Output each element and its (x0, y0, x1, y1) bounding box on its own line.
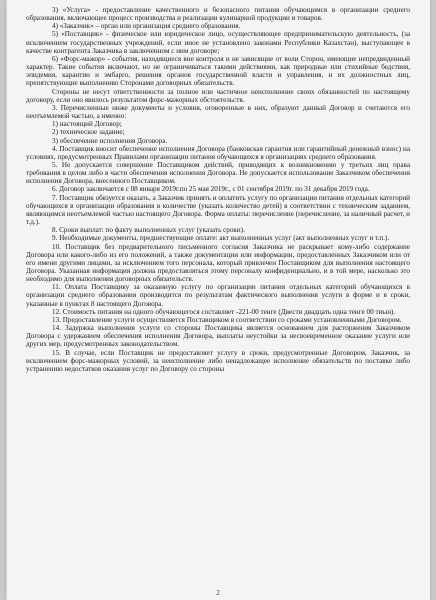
clause-10-confidentiality: 10. Поставщик без предварительного письменного согласия Заказчика не раскрывает кому-либо содержание Договора или какого-либо из его положений, а также документации или информации, предоставленных Заказчиком или от его имени другими лицами, за исключением того персонала, который привлечен Поставщиком для выполнения настоящего Договора. Указанная информация должна предоставляться этому персоналу конфиденциально, и в той мере, насколько это необходимо для выполнения договорных обязательств. (26, 242, 410, 284)
clause-5-restrictions: 5. Не допускается совершение Поставщиком действий, приводящих к возникновению у третьих лиц права требования в целом либо в части обеспечения исполнения Договора. Не допускается использование Заказчиком обеспечения исполнения Договора, внесенного Поставщиком. (26, 160, 410, 186)
clause-3-item-1: 1) настоящий Договор; (52, 120, 122, 129)
clause-force-majeure-liability: Стороны не несут ответственности за полное или частичное неисполнение своих обязанностей по настоящему договору, если оно явилось результатом форс-мажорных обстоятельств. (26, 87, 410, 104)
clause-12-cost: 12. Стоимость питания на одного обучающегося составляет -221-00 тенге (Двести двадцать одна тенге 00 тиын). (52, 307, 396, 316)
clause-3-item-2: 2) техническое задание; (52, 128, 125, 137)
clause-13-delivery: 13. Предоставление услуги осуществляется Поставщиком в соответствии со сроками установленными Договором. (52, 315, 402, 324)
clause-definition-customer: 4) «Заказчик» – орган или организация среднего образования. (52, 22, 241, 31)
clause-15-penalty: 15. В случае, если Поставщик не предоставляет услугу в сроки, предусмотренные Договором, Заказчик, за исключением форс-мажорных условий, за неисполнение либо ненадлежащее исполнение обязательств по поставке либо устранению недостатков оказания услуг по Договору со стороны (26, 348, 410, 373)
document-page (6, 0, 430, 600)
clause-11-payment: 11. Оплата Поставщику за оказанную услугу по организации питания отдельных категорий обучающихся в организации среднего образования производится по результатам фактического выполнения услуги в форме и в сроки, указанные в пунктах 8 настоящего Договора. (26, 283, 410, 308)
clause-3-documents: 3. Перечисленные ниже документы и условия, оговоренные в них, образуют данный Договор и считаются его неотъемлемой частью, а именно: (26, 103, 410, 121)
clause-4-guarantee: 4. Поставщик вносит обеспечение исполнения Договора (банковская гарантия или гарантийный денежный взнос) на условиях, предусмотренных Правилами организации питания обучающихся в организациях среднего образования. (26, 144, 410, 161)
page-number: 2 (216, 589, 220, 597)
clause-9-documents: 9. Необходимые документы, предшествующие оплате: акт выполненных услуг (акт выполненных услуг и т.п.). (52, 234, 390, 243)
contract-text-body (26, 6, 410, 373)
scan-shadow-edge (6, 0, 8, 600)
clause-3-item-3: 3) обеспечение исполнения Договора. (52, 136, 168, 145)
clause-14-delay: 14. Задержка выполнения услуги со стороны Поставщика является основанием для расторжения Заказчиком Договора с удержанием обеспечения исполнения Договора, выплаты неустойки за несвоевременное оказание услуги или других мер, предусмотренных законодательством. (26, 324, 410, 349)
clause-6-term: 6. Договор заключается с 08 января 2019г.по 25 мая 2019г., с 01 сентября 2019г. по 31 декабря 2019 года. (52, 185, 370, 194)
clause-definition-force-majeure: 6) «Форс-мажор» - события, находящиеся вне контроля и не зависящие от воли Сторон, имеющие непредвиденный характер. Такие события включают, но не ограничиваться такими действиями, как природные или стихийные бедствия, эпидемия, карантин и эмбарго, решения органов государственной власти и управления, и их должностных лиц, препятствующие выполнению Сторонами договорных обязательств. (26, 54, 410, 88)
clause-7-obligations: 7. Поставщик обязуется оказать, а Заказчик принять и оплатить услугу по организации питания отдельных категорий обучающихся в организации образования в количестве (указать количество детей) в соответствии с техническим заданием, являющимся неотъемлемой частью настоящего Договора. Форма оплаты: перечисление (перечисление, за наличный расчет, и т.д.). (26, 193, 410, 227)
clause-8-payment-terms: 8. Сроки выплат: по факту выполненных услуг (указать сроки). (52, 226, 245, 235)
clause-definition-supplier: 5) «Поставщик» - физическое или юридическое лицо, осуществляющее предпринимательскую деятельность, (за исключением государственных учреждений, если иное не установлено законами Республики Казахстан), выступающее в качестве контрагента Заказчика в заключенном с ним договоре; (26, 30, 410, 55)
clause-definition-service: 3) «Услуга» - предоставление качественного и безопасного питания обучающимся в организации среднего образования, включающее процесс производства и реализации кулинарной продукции и товаров. (26, 6, 410, 23)
